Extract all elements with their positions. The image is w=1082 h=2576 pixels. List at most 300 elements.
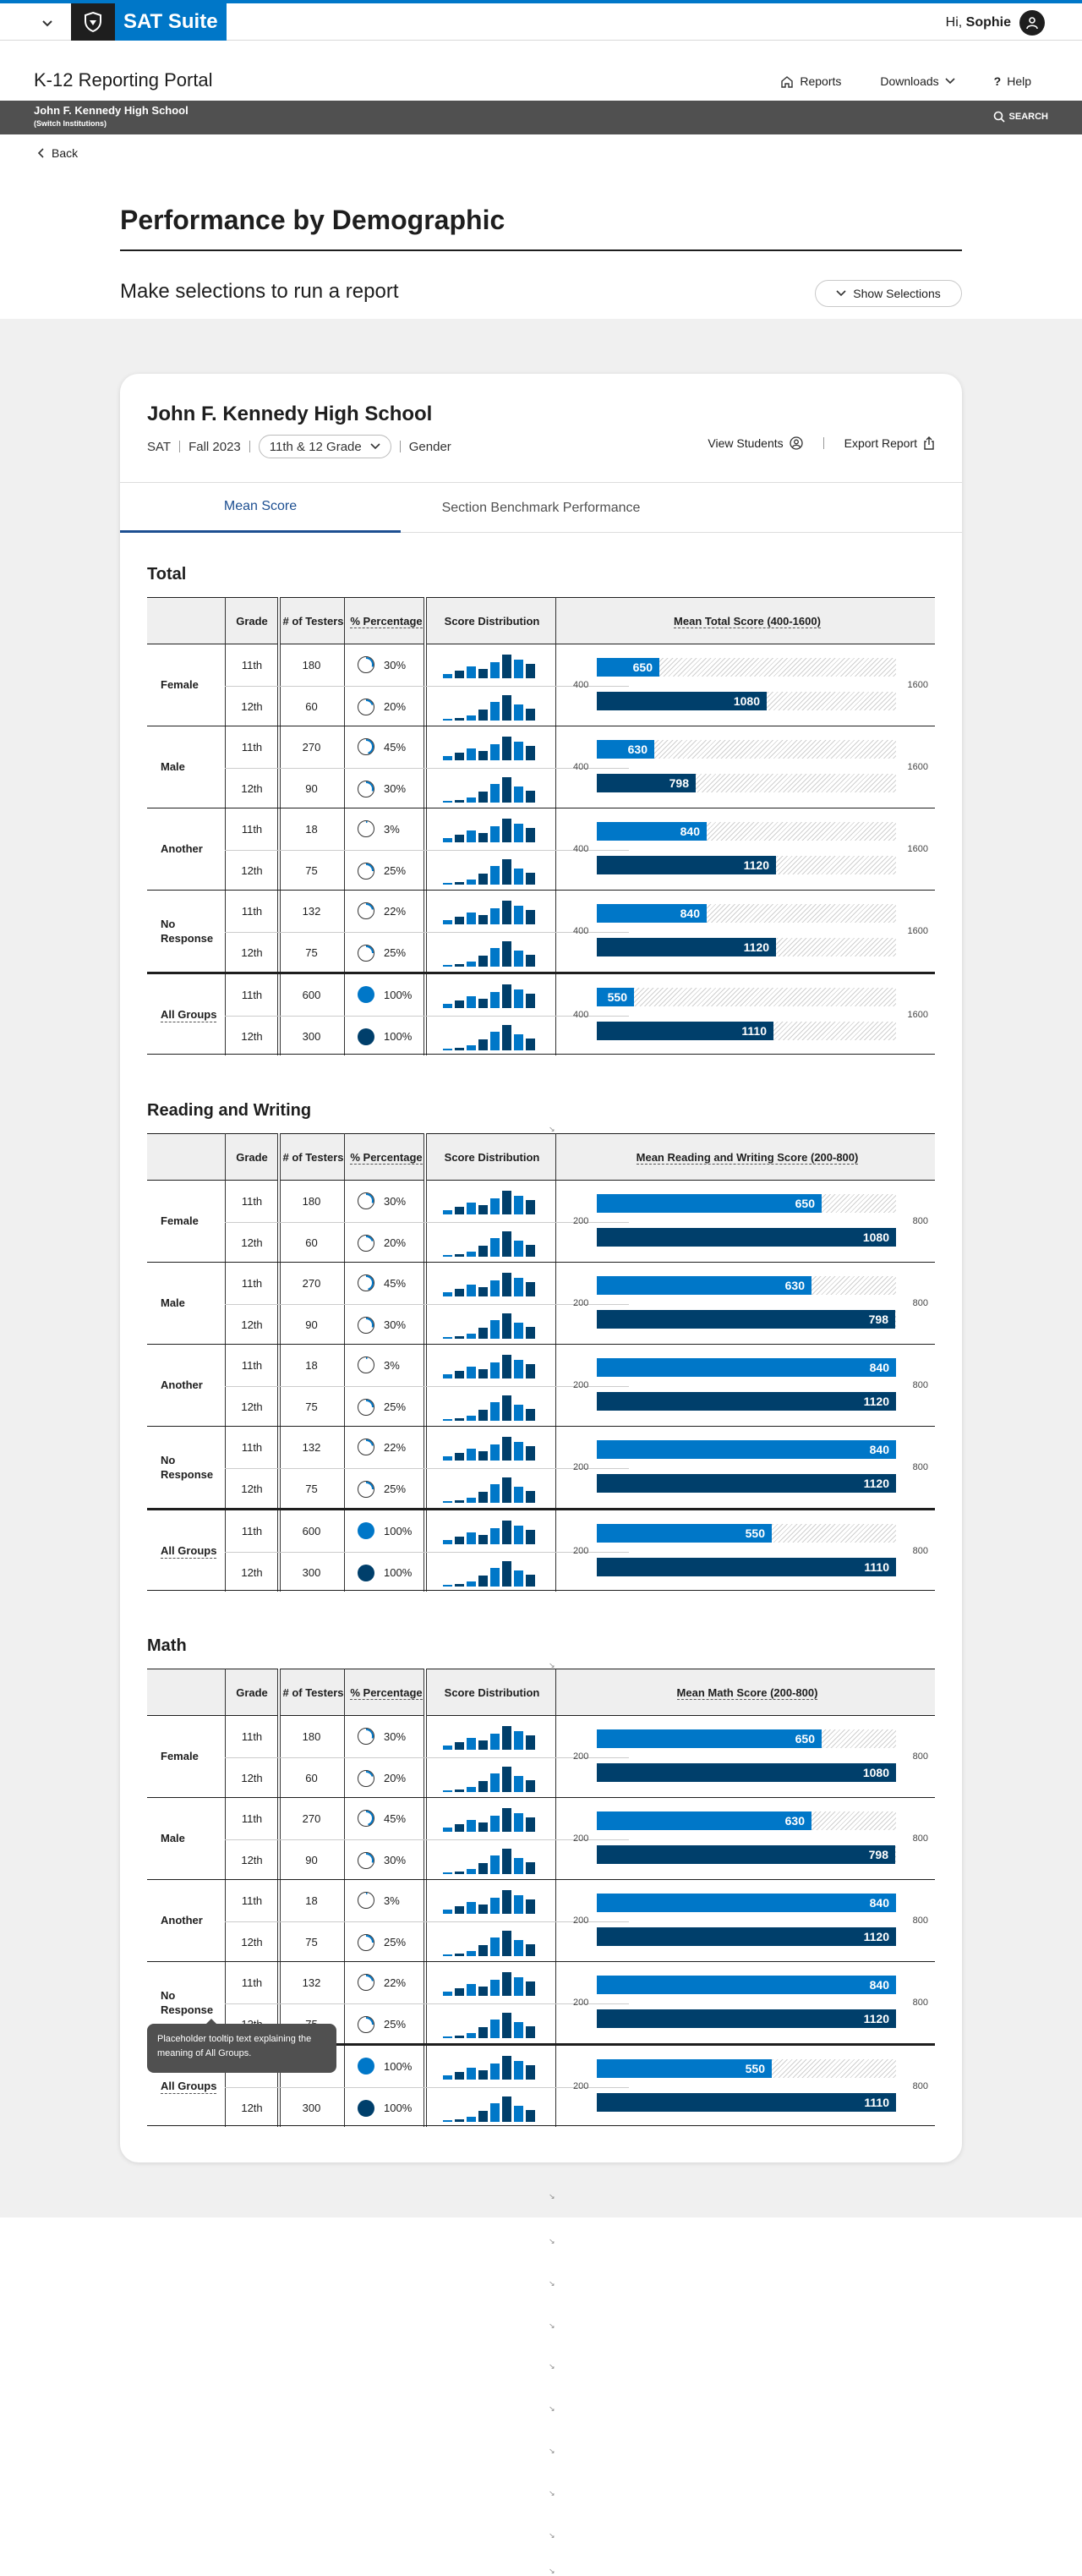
group-label[interactable]: All Groups bbox=[161, 974, 228, 1056]
percentage-pie-icon bbox=[357, 1028, 375, 1046]
header-score-distribution: Score Distribution bbox=[444, 1151, 540, 1165]
distribution-bar bbox=[502, 984, 511, 1008]
menu-chevron-icon[interactable] bbox=[37, 14, 57, 34]
group-label: Female bbox=[161, 1214, 199, 1228]
distribution-bar bbox=[514, 1526, 523, 1544]
distribution-bar bbox=[526, 1530, 535, 1544]
grade-cell: 12th bbox=[241, 2102, 263, 2114]
group-row bbox=[147, 1181, 935, 1263]
section-title: Reading and Writing bbox=[147, 1101, 312, 1120]
scroll-marker: ↘ bbox=[549, 1125, 555, 1133]
group-label: No Response bbox=[161, 1454, 214, 1481]
distribution-bar bbox=[467, 1738, 476, 1750]
distribution-bar bbox=[490, 662, 500, 678]
distribution-bar bbox=[514, 824, 523, 842]
show-selections-button[interactable]: Show Selections bbox=[815, 280, 962, 307]
scale-min: 400 bbox=[573, 844, 589, 854]
score-bar-track bbox=[597, 1392, 896, 1411]
percentage-cell: 30% bbox=[344, 780, 425, 798]
scale-min: 400 bbox=[573, 1010, 589, 1020]
grade-cell: 11th bbox=[241, 1440, 263, 1454]
chevron-down-icon bbox=[945, 78, 955, 85]
distribution-bar bbox=[514, 1776, 523, 1792]
score-bar-track bbox=[597, 822, 896, 841]
percentage-cell: 3% bbox=[344, 819, 425, 838]
testers-cell: 90 bbox=[305, 1318, 318, 1331]
group-row bbox=[147, 726, 935, 808]
portal-bar bbox=[0, 41, 1082, 101]
testers-cell: 75 bbox=[305, 946, 318, 959]
header-testers: # of Testers bbox=[282, 1151, 344, 1165]
testers-cell: 60 bbox=[305, 1772, 318, 1784]
user-avatar-icon[interactable] bbox=[1019, 10, 1045, 36]
distribution-bar bbox=[526, 2065, 535, 2080]
score-distribution-chart bbox=[425, 891, 552, 931]
group-label: Female bbox=[161, 678, 199, 692]
distribution-bar bbox=[443, 1374, 452, 1378]
mean-score-bars bbox=[560, 726, 935, 808]
distribution-bar bbox=[478, 1410, 488, 1421]
chevron-down-icon bbox=[836, 290, 846, 297]
group-label[interactable]: All Groups bbox=[161, 2046, 228, 2128]
scale-max: 800 bbox=[912, 1833, 928, 1844]
score-bar-track bbox=[597, 1927, 896, 1946]
distribution-bar bbox=[467, 1045, 476, 1050]
distribution-bar bbox=[514, 1241, 523, 1257]
group-label: Female bbox=[161, 1750, 199, 1763]
group-label: Another bbox=[161, 842, 203, 856]
score-distribution-chart bbox=[425, 808, 552, 849]
grade-cell: 11th bbox=[241, 904, 263, 918]
percentage-cell: 22% bbox=[344, 1438, 425, 1456]
percentage-cell: 100% bbox=[344, 2057, 425, 2075]
distribution-bar bbox=[526, 1575, 535, 1587]
grade-cell: 11th bbox=[241, 1194, 263, 1208]
score-bar-track bbox=[597, 692, 896, 710]
distribution-bar bbox=[443, 756, 452, 760]
score-distribution-chart bbox=[425, 1345, 552, 1385]
percentage-cell: 25% bbox=[344, 862, 425, 880]
distribution-bar bbox=[526, 1862, 535, 1874]
testers-cell: 300 bbox=[302, 1030, 321, 1043]
percentage-pie-icon bbox=[357, 985, 375, 1004]
distribution-bar bbox=[490, 1402, 500, 1421]
scale-min: 400 bbox=[573, 762, 589, 772]
testers-cell: 60 bbox=[305, 700, 318, 713]
score-bar: 1110 bbox=[597, 1558, 896, 1576]
percentage-pie-icon bbox=[357, 1438, 375, 1456]
distribution-bar bbox=[502, 1726, 511, 1750]
distribution-bar bbox=[467, 830, 476, 842]
scale-min: 200 bbox=[573, 1298, 589, 1308]
mean-score-bars bbox=[560, 1263, 935, 1345]
percentage-cell: 100% bbox=[344, 1521, 425, 1540]
search-button[interactable]: SEARCH bbox=[993, 111, 1048, 123]
section-title: Math bbox=[147, 1636, 187, 1655]
distribution-bar bbox=[478, 1535, 488, 1544]
distribution-bar bbox=[514, 704, 523, 721]
portal-title: K-12 Reporting Portal bbox=[34, 69, 213, 90]
distribution-bar bbox=[455, 800, 464, 803]
group-row bbox=[147, 973, 935, 1055]
distribution-bar bbox=[443, 1456, 452, 1461]
distribution-bar bbox=[443, 801, 452, 803]
distribution-bar bbox=[467, 2117, 476, 2122]
distribution-bar bbox=[443, 719, 452, 721]
test-label: SAT bbox=[147, 439, 172, 454]
scale-max: 1600 bbox=[907, 844, 928, 854]
distribution-bar bbox=[514, 1895, 523, 1914]
testers-cell: 90 bbox=[305, 782, 318, 795]
scale-max: 1600 bbox=[907, 926, 928, 936]
percentage-cell: 25% bbox=[344, 944, 425, 962]
distribution-bar bbox=[443, 1210, 452, 1214]
home-icon bbox=[780, 75, 794, 88]
distribution-bar bbox=[467, 748, 476, 760]
distribution-bar bbox=[526, 910, 535, 924]
grade-cell: 12th bbox=[241, 1936, 263, 1948]
scroll-marker: ↘ bbox=[549, 1661, 555, 1669]
distribution-bar bbox=[455, 882, 464, 885]
distribution-bar bbox=[478, 1576, 488, 1587]
grade-cell: 12th bbox=[241, 1236, 263, 1249]
group-row bbox=[147, 1798, 935, 1880]
export-report-button[interactable]: Export Report bbox=[844, 436, 935, 450]
mean-score-bars bbox=[560, 1345, 935, 1427]
report-school-title: John F. Kennedy High School bbox=[147, 403, 433, 425]
distribution-bar bbox=[502, 1767, 511, 1792]
distribution-bar bbox=[443, 1910, 452, 1914]
percentage-pie-icon bbox=[357, 1274, 375, 1292]
percentage-cell: 30% bbox=[344, 1192, 425, 1210]
grade-cell: 12th bbox=[241, 864, 263, 877]
testers-cell: 300 bbox=[302, 2102, 321, 2114]
grade-cell: 11th bbox=[241, 1894, 263, 1907]
percentage-cell: 20% bbox=[344, 1769, 425, 1788]
score-distribution-chart bbox=[425, 1922, 552, 1963]
distribution-bar bbox=[514, 1196, 523, 1214]
score-bar: 1110 bbox=[597, 1022, 773, 1040]
distribution-bar bbox=[502, 2096, 511, 2122]
brand-logo[interactable] bbox=[71, 3, 227, 41]
brand-name: SAT Suite bbox=[115, 3, 227, 41]
scale-max: 800 bbox=[912, 1998, 928, 2008]
distribution-bar bbox=[514, 1731, 523, 1750]
scale-min: 200 bbox=[573, 1216, 589, 1226]
tab-mean-score[interactable]: Mean Score bbox=[120, 483, 401, 533]
grade-cell: 12th bbox=[241, 1772, 263, 1784]
group-label: Male bbox=[161, 760, 185, 774]
percentage-cell: 25% bbox=[344, 1933, 425, 1952]
percentage-pie-icon bbox=[357, 780, 375, 798]
table-header bbox=[147, 1133, 935, 1181]
header-score-distribution: Score Distribution bbox=[444, 615, 540, 628]
distribution-bar bbox=[526, 1944, 535, 1956]
score-bar-track bbox=[597, 1228, 896, 1247]
distribution-bar bbox=[455, 1789, 464, 1792]
group-label: Another bbox=[161, 1378, 203, 1392]
distribution-bar bbox=[467, 913, 476, 924]
score-bar: 650 bbox=[597, 658, 659, 677]
distribution-bar bbox=[443, 1954, 452, 1956]
distribution-bar bbox=[526, 1817, 535, 1832]
distribution-bar bbox=[514, 989, 523, 1008]
mean-score-bars bbox=[560, 644, 935, 726]
percentage-cell: 45% bbox=[344, 1809, 425, 1828]
score-bar-track bbox=[597, 2009, 896, 2028]
score-distribution-chart bbox=[425, 851, 552, 891]
score-bar: 1120 bbox=[597, 1927, 896, 1946]
search-icon bbox=[993, 111, 1005, 123]
distribution-bar bbox=[502, 1561, 511, 1587]
distribution-bar bbox=[502, 1931, 511, 1956]
distribution-bar bbox=[455, 1207, 464, 1214]
mean-score-bars bbox=[560, 974, 935, 1056]
demographic-label: Gender bbox=[408, 439, 451, 454]
distribution-bar bbox=[478, 1369, 488, 1378]
testers-cell: 132 bbox=[302, 1976, 321, 1989]
score-bar-track bbox=[597, 1022, 896, 1040]
score-distribution-chart bbox=[425, 974, 552, 1015]
user-menu[interactable] bbox=[946, 10, 1045, 36]
distribution-bar bbox=[526, 873, 535, 885]
score-distribution-chart bbox=[425, 2004, 552, 2045]
tab-section-benchmark-performance[interactable]: Section Benchmark Performance bbox=[441, 500, 641, 515]
score-distribution-chart bbox=[425, 1758, 552, 1799]
distribution-bar bbox=[443, 1292, 452, 1296]
score-bar-track bbox=[597, 1310, 896, 1329]
score-distribution-chart bbox=[425, 1263, 552, 1303]
grade-select[interactable]: 11th & 12 Grade bbox=[259, 435, 391, 458]
scale-min: 200 bbox=[573, 1916, 589, 1926]
back-row bbox=[0, 134, 1082, 177]
score-bar-track bbox=[597, 1763, 896, 1782]
distribution-bar bbox=[514, 951, 523, 967]
mean-score-bars bbox=[560, 808, 935, 891]
distribution-bar bbox=[526, 746, 535, 760]
distribution-bar bbox=[514, 1977, 523, 1996]
score-bar-track bbox=[597, 740, 896, 759]
grade-cell: 11th bbox=[241, 658, 263, 671]
actions-divider bbox=[823, 437, 824, 449]
distribution-bar bbox=[490, 2020, 500, 2038]
section-title: Total bbox=[147, 565, 187, 584]
distribution-bar bbox=[502, 2013, 511, 2038]
view-students-button[interactable]: View Students bbox=[708, 436, 802, 450]
percentage-cell: 30% bbox=[344, 1727, 425, 1746]
group-row bbox=[147, 644, 935, 726]
percentage-pie-icon bbox=[357, 737, 375, 756]
distribution-bar bbox=[478, 1246, 488, 1257]
nav-downloads[interactable]: Downloads bbox=[880, 74, 954, 88]
distribution-bar bbox=[502, 819, 511, 842]
greeting: Hi, Sophie bbox=[945, 15, 1011, 30]
percentage-pie-icon bbox=[357, 1973, 375, 1992]
percentage-pie-icon bbox=[357, 1891, 375, 1910]
distribution-bar bbox=[490, 1362, 500, 1378]
scroll-marker: ↘ bbox=[549, 2404, 555, 2413]
percentage-cell: 100% bbox=[344, 2099, 425, 2118]
group-label: Male bbox=[161, 1832, 185, 1845]
score-bar: 1080 bbox=[597, 1228, 896, 1247]
distribution-bar bbox=[502, 1231, 511, 1257]
header-grade: Grade bbox=[236, 1151, 268, 1165]
distribution-bar bbox=[514, 1442, 523, 1461]
distribution-bar bbox=[455, 2072, 464, 2080]
scale-min: 200 bbox=[573, 1998, 589, 2008]
score-bar-track bbox=[597, 658, 896, 677]
percentage-pie-icon bbox=[357, 2015, 375, 2034]
distribution-bar bbox=[467, 1203, 476, 1214]
distribution-bar bbox=[455, 1289, 464, 1296]
distribution-bar bbox=[467, 1252, 476, 1257]
distribution-bar bbox=[455, 1872, 464, 1874]
scale-max: 800 bbox=[912, 1462, 928, 1472]
distribution-bar bbox=[502, 1849, 511, 1874]
back-link[interactable]: Back bbox=[37, 146, 78, 160]
testers-cell: 132 bbox=[302, 1440, 321, 1454]
distribution-bar bbox=[490, 1528, 500, 1544]
scroll-marker: ↘ bbox=[549, 2489, 555, 2497]
group-label[interactable]: All Groups bbox=[161, 1510, 228, 1592]
distribution-bar bbox=[502, 1273, 511, 1296]
score-bar: 1080 bbox=[597, 1763, 896, 1782]
distribution-bar bbox=[490, 1568, 500, 1587]
score-bar-track bbox=[597, 1811, 896, 1830]
distribution-bar bbox=[526, 2026, 535, 2038]
distribution-bar bbox=[514, 1278, 523, 1296]
distribution-bar bbox=[502, 859, 511, 885]
testers-cell: 180 bbox=[302, 658, 321, 671]
scroll-marker: ↘ bbox=[549, 2567, 555, 2575]
distribution-bar bbox=[467, 715, 476, 721]
distribution-bar bbox=[502, 655, 511, 678]
distribution-bar bbox=[443, 1337, 452, 1339]
distribution-bar bbox=[526, 1446, 535, 1461]
score-bar-track bbox=[597, 2059, 896, 2078]
switch-institutions-link[interactable]: (Switch Institutions) bbox=[34, 119, 107, 128]
group-label: No Response bbox=[161, 918, 214, 945]
score-distribution-chart bbox=[425, 1840, 552, 1881]
testers-cell: 270 bbox=[302, 1811, 321, 1825]
distribution-bar bbox=[526, 664, 535, 678]
percentage-pie-icon bbox=[357, 1727, 375, 1746]
distribution-bar bbox=[514, 906, 523, 924]
group-label: Another bbox=[161, 1914, 203, 1927]
distribution-bar bbox=[526, 791, 535, 803]
score-distribution-chart bbox=[425, 1223, 552, 1263]
distribution-bar bbox=[478, 1822, 488, 1832]
distribution-bar bbox=[443, 883, 452, 885]
distribution-bar bbox=[514, 1570, 523, 1587]
distribution-bar bbox=[467, 1951, 476, 1956]
distribution-bar bbox=[478, 956, 488, 967]
distribution-bar bbox=[478, 915, 488, 924]
grade-cell: 11th bbox=[241, 1811, 263, 1825]
distribution-bar bbox=[443, 1004, 452, 1008]
score-bar-track bbox=[597, 1845, 896, 1864]
distribution-bar bbox=[490, 2103, 500, 2122]
nav-help[interactable]: ? Help bbox=[993, 74, 1031, 88]
scale-min: 200 bbox=[573, 1462, 589, 1472]
header-mean-score: Mean Reading and Writing Score (200-800) bbox=[636, 1150, 859, 1164]
distribution-bar bbox=[455, 917, 464, 924]
scroll-marker: ↘ bbox=[549, 2531, 555, 2540]
make-selections-text: Make selections to run a report bbox=[120, 280, 399, 303]
institution-bar bbox=[0, 101, 1082, 134]
scale-min: 200 bbox=[573, 1380, 589, 1390]
score-bar-track bbox=[597, 1474, 896, 1493]
grade-cell: 11th bbox=[241, 1276, 263, 1290]
mean-score-bars bbox=[560, 1510, 935, 1592]
score-distribution-chart bbox=[425, 1553, 552, 1593]
distribution-bar bbox=[490, 1980, 500, 1996]
grade-cell: 12th bbox=[241, 1400, 263, 1413]
distribution-bar bbox=[478, 751, 488, 760]
testers-cell: 75 bbox=[305, 1936, 318, 1948]
distribution-bar bbox=[490, 1734, 500, 1750]
meta-divider bbox=[179, 441, 180, 452]
percentage-cell: 22% bbox=[344, 902, 425, 920]
distribution-bar bbox=[467, 2068, 476, 2080]
distribution-bar bbox=[490, 1444, 500, 1461]
percentage-cell: 30% bbox=[344, 1316, 425, 1335]
score-bar-track bbox=[597, 1358, 896, 1377]
score-bar-track bbox=[597, 1524, 896, 1543]
score-bar: 840 bbox=[597, 904, 707, 923]
scale-max: 800 bbox=[912, 1546, 928, 1556]
percentage-pie-icon bbox=[357, 1809, 375, 1828]
distribution-bar bbox=[514, 660, 523, 678]
scroll-marker: ↘ bbox=[549, 2321, 555, 2330]
mean-score-bars bbox=[560, 1716, 935, 1798]
group-label: Male bbox=[161, 1296, 185, 1310]
header-mean-score: Mean Math Score (200-800) bbox=[676, 1685, 818, 1699]
percentage-cell: 25% bbox=[344, 2015, 425, 2034]
group-row bbox=[147, 891, 935, 973]
distribution-bar bbox=[443, 1790, 452, 1792]
distribution-bar bbox=[443, 1501, 452, 1503]
distribution-bar bbox=[455, 1371, 464, 1378]
scale-min: 200 bbox=[573, 1833, 589, 1844]
percentage-pie-icon bbox=[357, 655, 375, 674]
distribution-bar bbox=[502, 1890, 511, 1914]
distribution-bar bbox=[478, 1987, 488, 1996]
testers-cell: 18 bbox=[305, 1358, 318, 1372]
score-distribution-chart bbox=[425, 1181, 552, 1221]
scale-max: 800 bbox=[912, 1751, 928, 1762]
testers-cell: 18 bbox=[305, 1894, 318, 1907]
distribution-bar bbox=[443, 1540, 452, 1544]
distribution-bar bbox=[526, 1282, 535, 1296]
score-bar: 1080 bbox=[597, 692, 767, 710]
distribution-bar bbox=[502, 1477, 511, 1503]
mean-score-bars bbox=[560, 2046, 935, 2128]
percentage-cell: 22% bbox=[344, 1973, 425, 1992]
score-bar-track bbox=[597, 904, 896, 923]
distribution-bar bbox=[455, 671, 464, 678]
nav-reports[interactable]: Reports bbox=[780, 74, 841, 88]
percentage-pie-icon bbox=[357, 698, 375, 716]
mean-score-bars bbox=[560, 891, 935, 973]
distribution-bar bbox=[467, 1285, 476, 1296]
distribution-bar bbox=[443, 1872, 452, 1874]
score-bar-track bbox=[597, 774, 896, 792]
distribution-bar bbox=[467, 1416, 476, 1421]
score-bar: 840 bbox=[597, 822, 707, 841]
scroll-marker: ↘ bbox=[549, 2237, 555, 2245]
table-header bbox=[147, 597, 935, 644]
